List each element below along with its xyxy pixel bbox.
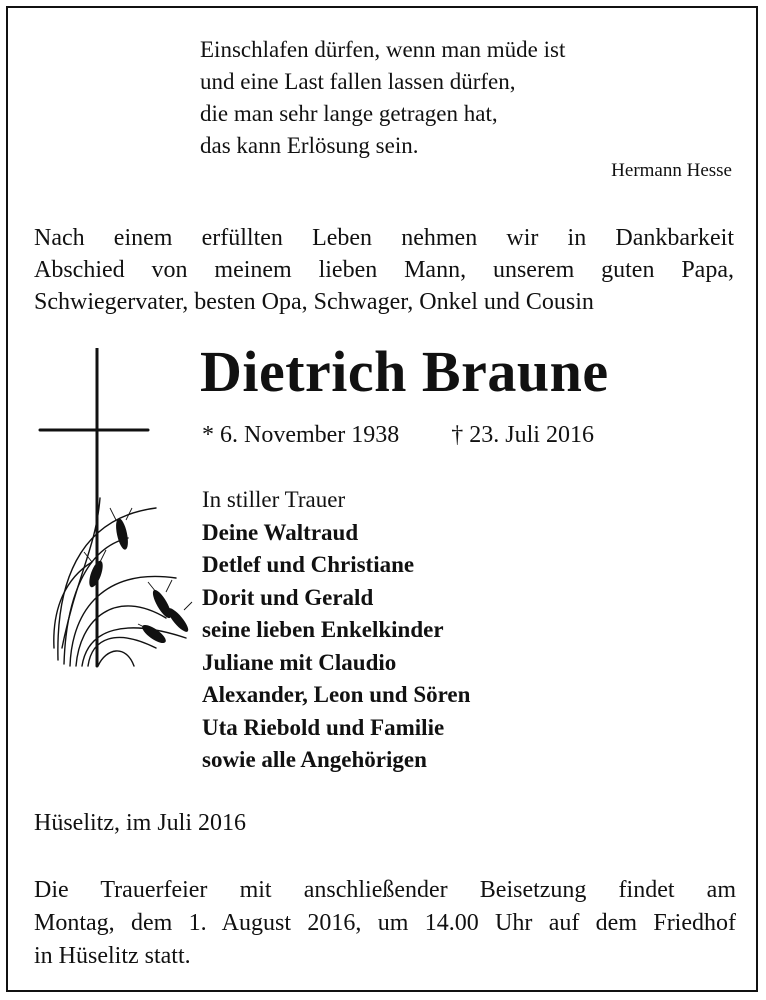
poem-line: Einschlafen dürfen, wenn man müde ist <box>200 37 566 62</box>
intro-text <box>34 222 734 318</box>
funeral-line: Die Trauerfeier mit anschließender Beisetzung findet am <box>34 877 736 903</box>
mourner-entry: sowie alle Angehörigen <box>202 747 427 772</box>
funeral-line: Montag, dem 1. August 2016, um 14.00 Uhr auf dem Friedhof <box>34 910 736 936</box>
intro-line: Nach einem erfüllten Leben nehmen wir in Dankbarkeit <box>34 225 734 251</box>
place-date: Hüselitz, im Juli 2016 <box>34 810 246 836</box>
poem-line: und eine Last fallen lassen dürfen, <box>200 69 516 94</box>
mourners-heading: In stiller Trauer <box>202 487 346 512</box>
birth-date: * 6. November 1938 <box>202 422 400 448</box>
mourner-entry: Dorit und Gerald <box>202 584 374 610</box>
mourner-entry: seine lieben Enkelkinder <box>202 617 444 642</box>
mourner-entry: Deine Waltraud <box>202 519 359 545</box>
cross-with-grass-icon <box>36 348 196 688</box>
funeral-line: in Hüselitz statt. <box>34 943 191 969</box>
obituary-notice <box>6 6 758 992</box>
mourner-entry: Detlef und Christiane <box>202 552 415 577</box>
death-date: † 23. Juli 2016 <box>451 422 594 448</box>
intro-line: Schwiegervater, besten Opa, Schwager, Onkel und Cousin <box>34 289 594 315</box>
poem-line: die man sehr lange getragen hat, <box>200 101 498 126</box>
mourners-list <box>202 484 470 777</box>
poem-line: das kann Erlösung sein. <box>200 133 419 158</box>
deceased-name: Dietrich Braune <box>200 339 609 404</box>
funeral-notice <box>34 874 736 973</box>
intro-line: Abschied von meinem lieben Mann, unserem guten Papa, <box>34 257 734 283</box>
mourner-entry: Uta Riebold und Familie <box>202 714 445 740</box>
poem-quote <box>200 34 565 162</box>
life-dates <box>202 422 594 449</box>
mourner-entry: Juliane mit Claudio <box>202 649 397 675</box>
mourner-entry: Alexander, Leon und Sören <box>202 682 471 707</box>
poem-author: Hermann Hesse <box>611 160 732 181</box>
